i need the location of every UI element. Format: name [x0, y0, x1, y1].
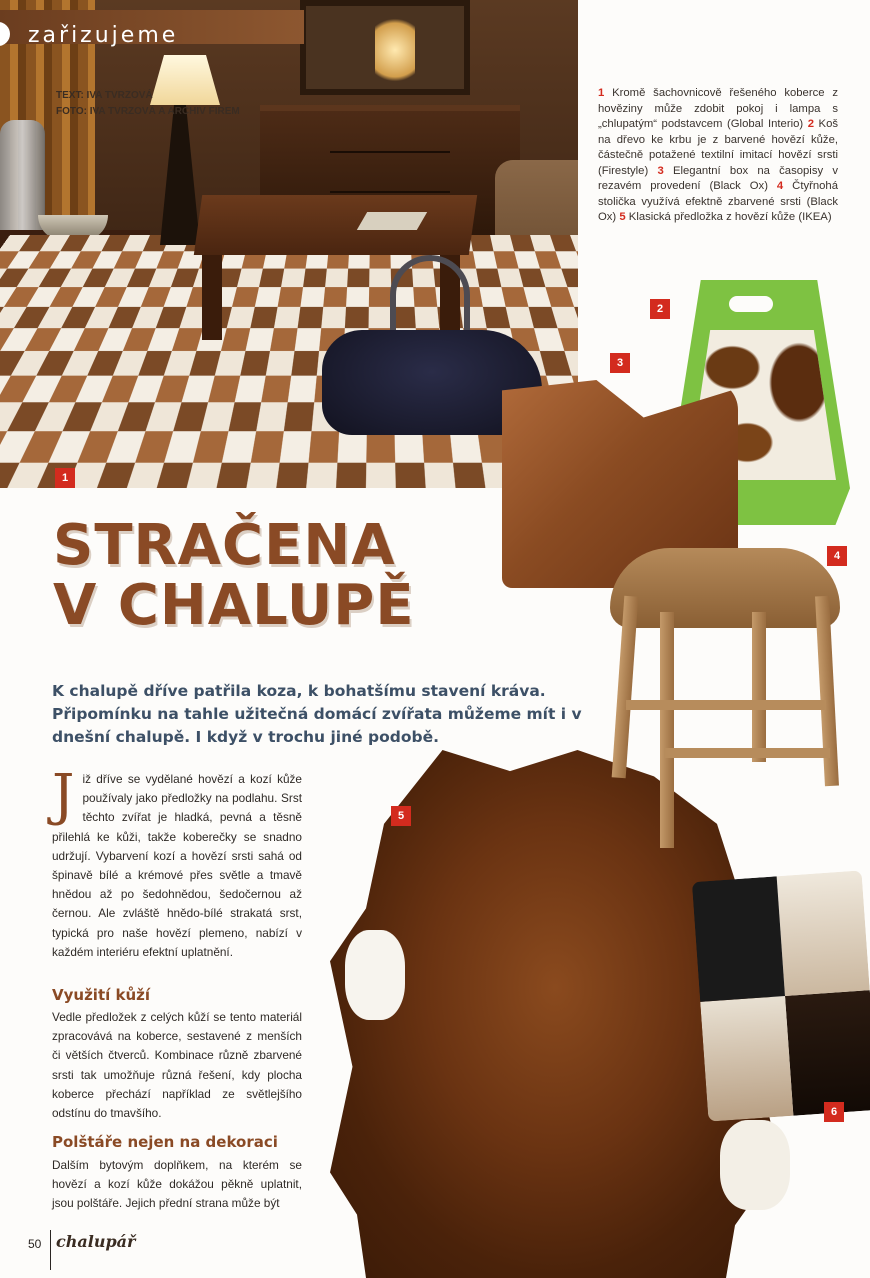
rug-white-patch — [345, 930, 405, 1020]
intro-text: iž dříve se vydělané hovězí a kozí kůže používaly jako předložky na podlahu. Srst těchto zvířat je hladká, pevná a těsně přilehlá ke kůži, takže koberečky se snadno udržují. Vybarvení kozí a hovězí srsti sahá od špinavě bílé a krémové přes světle a tmavě hnědou až po šedohnědou, šedočernou až černou. Ale zvláště hnědo-bílé strakatá srst, typická pro naše hovězí plemeno, nabízí v každém interiéru efektní uplatnění. — [52, 772, 302, 959]
interior-photo — [0, 0, 578, 488]
badge-6: 6 — [824, 1102, 844, 1122]
stool-leg — [660, 612, 674, 848]
badge-3: 3 — [610, 353, 630, 373]
cowhide-pillow — [692, 870, 870, 1121]
lead-paragraph: K chalupě dříve patřila koza, k bohatšímu stavení kráva. Připomínku na tahle užitečná domácí zvířata můžeme mít i v dnešní chalupě. I když v trochu jiné podobě. — [52, 682, 582, 746]
section-header — [0, 10, 304, 48]
caption-text: Klasická předložka z hovězí kůže (IKEA) — [625, 211, 832, 223]
stool-rail — [665, 748, 830, 758]
header-dot — [0, 22, 10, 46]
intro-paragraph — [52, 763, 302, 962]
credits — [56, 88, 240, 120]
article-title — [53, 513, 493, 638]
book — [357, 212, 427, 230]
title-line-1: STRAČENA — [53, 513, 396, 578]
caption-text: Čtyřnohá stolička využívá efektně zbarvené srsti (Black Ox) — [598, 180, 838, 223]
coffee-table — [194, 195, 477, 255]
drop-cap: J — [52, 763, 75, 828]
subheading-polstare: Polštáře nejen na dekoraci — [52, 1133, 278, 1151]
caption-text: Elegantní box na časopisy v rezavém provedení (Black Ox) — [598, 164, 838, 192]
credits-text: TEXT: IVA TVRZOVÁ — [56, 90, 153, 101]
basket-handle-hole — [729, 296, 773, 312]
caption-num: 3 — [657, 164, 664, 177]
section-title: zařizujeme — [28, 23, 179, 48]
photo-caption — [598, 86, 838, 226]
paragraph-vyuziti: Vedle předložek z celých kůží se tento materiál zpracovává na koberce, sestavené z menších či větších čtverců. Kombinace různě zbarvené srsti tak umožňuje různá řešení, kdy plocha koberce přechází například ze světlejšího odstínu do tmavšího. — [52, 1010, 302, 1121]
title-line-2: V CHALUPĚ — [53, 573, 415, 638]
paragraph-polstare: Dalším bytovým doplňkem, na kterém se hovězí a kozí kůže dokážou pěkně uplatnit, jsou polštáře. Jejich přední strana může být — [52, 1158, 302, 1211]
caption-text: Kromě šachovnicově řešeného koberce z hověziny může zdobit pokoj i lampa s „chlupatým“ podstavcem (Global Interio) — [598, 87, 838, 130]
badge-5: 5 — [391, 806, 411, 826]
badge-1: 1 — [55, 468, 75, 488]
magazine-logo: chalupář — [56, 1232, 136, 1251]
credits-photo: FOTO: IVA TVRZOVÁ A ARCHIV FIREM — [56, 106, 240, 117]
lamp-base — [160, 105, 200, 245]
badge-2: 2 — [650, 299, 670, 319]
stool-rail — [626, 700, 826, 710]
table-leg — [202, 255, 222, 340]
page-number: 50 — [28, 1237, 42, 1251]
chandelier — [375, 10, 415, 90]
stool-seat — [610, 548, 840, 628]
badge-4: 4 — [827, 546, 847, 566]
stool-leg — [612, 596, 639, 779]
caption-num: 5 — [619, 211, 626, 223]
rug-white-patch — [720, 1120, 790, 1210]
subheading-vyuziti: Využití kůží — [52, 986, 150, 1004]
stool-leg — [752, 612, 766, 762]
caption-num: 4 — [776, 180, 784, 192]
caption-num: 1 — [598, 87, 605, 99]
caption-num: 2 — [807, 118, 814, 130]
footer-divider — [50, 1230, 51, 1270]
caption-text: Koš na dřevo ke krbu je z barvené hovězí kůže, částečně potažené textilní imitací hovězí srsti (Firestyle) — [598, 118, 838, 177]
